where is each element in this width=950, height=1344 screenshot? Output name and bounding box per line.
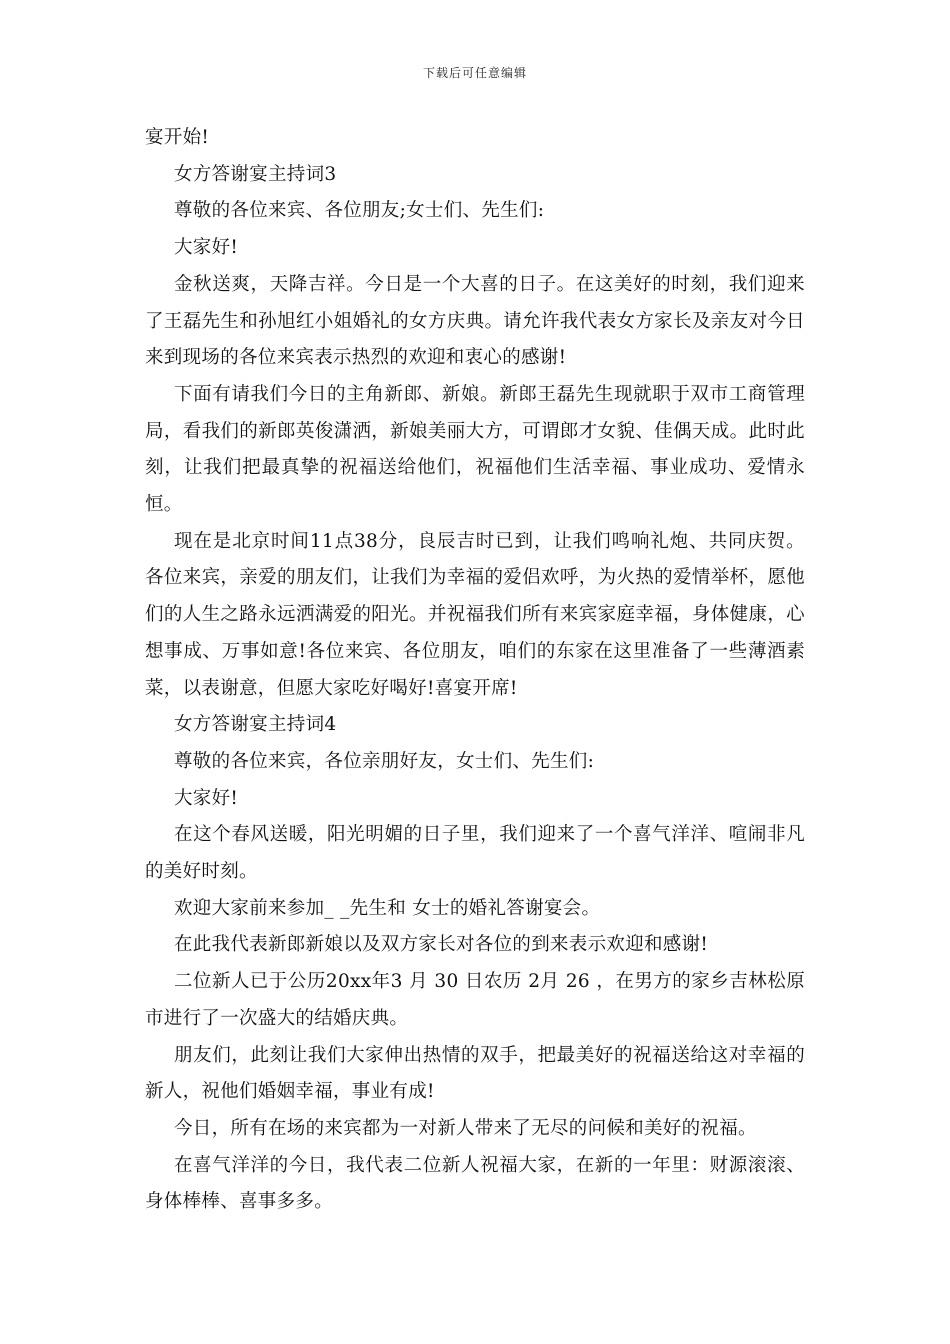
document-body bbox=[145, 120, 805, 1221]
paragraph: 在这个春风送暖，阳光明媚的日子里，我们迎来了一个喜气洋洋、喧闹非凡的美好时刻。 bbox=[145, 824, 805, 883]
greeting: 大家好! bbox=[174, 237, 239, 259]
salutation: 尊敬的各位来宾、各位朋友;女士们、先生们: bbox=[174, 200, 545, 222]
paragraph: 二位新人已于公历20xx年3 月 30 日农历 2月 26 ，在男方的家乡吉林松原市进行了一次盛大的结婚庆典。 bbox=[145, 971, 805, 1029]
paragraph: 现在是北京时间11点38分，良辰吉时已到，让我们鸣响礼炮、共同庆贺。各位来宾，亲爱的朋友们，让我们为幸福的爱侣欢呼，为火热的爱情举杯，愿他们的人生之路永远洒满爱的阳光。并祝福我们所有来宾家庭幸福，身体健康，心想事成、万事如意!各位来宾、各位朋友，咱们的东家在这里准备了一些薄酒素菜，以表谢意，但愿大家吃好喝好!喜宴开席! bbox=[145, 530, 805, 699]
paragraph: 欢迎大家前来参加_ _先生和 女士的婚礼答谢宴会。 bbox=[174, 897, 601, 919]
paragraph: 今日，所有在场的来宾都为一对新人带来了无尽的问候和美好的祝福。 bbox=[174, 1117, 757, 1139]
paragraph: 宴开始! bbox=[145, 127, 210, 148]
paragraph: 在此我代表新郎新娘以及双方家长对各位的到来表示欢迎和感谢! bbox=[174, 934, 709, 956]
section-heading: 女方答谢宴主持词3 bbox=[174, 163, 337, 185]
paragraph: 下面有请我们今日的主角新郎、新娘。新郎王磊先生现就职于双市工商管理局，看我们的新郎英俊潇洒，新娘美丽大方，可谓郎才女貌、佳偶天成。此时此刻，让我们把最真挚的祝福送给他们，祝福他们生活幸福、事业成功、爱情永恒。 bbox=[145, 383, 805, 516]
paragraph: 在喜气洋洋的今日，我代表二位新人祝福大家，在新的一年里：财源滚滚、身体棒棒、喜事多多。 bbox=[145, 1154, 805, 1213]
paragraph: 朋友们，此刻让我们大家伸出热情的双手，把最美好的祝福送给这对幸福的新人，祝他们婚姻幸福，事业有成! bbox=[145, 1044, 805, 1103]
paragraph: 金秋送爽，天降吉祥。今日是一个大喜的日子。在这美好的时刻，我们迎来了王磊先生和孙旭红小姐婚礼的女方庆典。请允许我代表女方家长及亲友对今日来到现场的各位来宾表示热烈的欢迎和衷心的感谢! bbox=[145, 273, 805, 369]
section-heading: 女方答谢宴主持词4 bbox=[174, 714, 337, 736]
page-header: 下载后可任意编辑 bbox=[422, 66, 527, 80]
greeting: 大家好! bbox=[174, 787, 239, 809]
salutation: 尊敬的各位来宾，各位亲朋好友，女士们、先生们: bbox=[174, 750, 595, 772]
